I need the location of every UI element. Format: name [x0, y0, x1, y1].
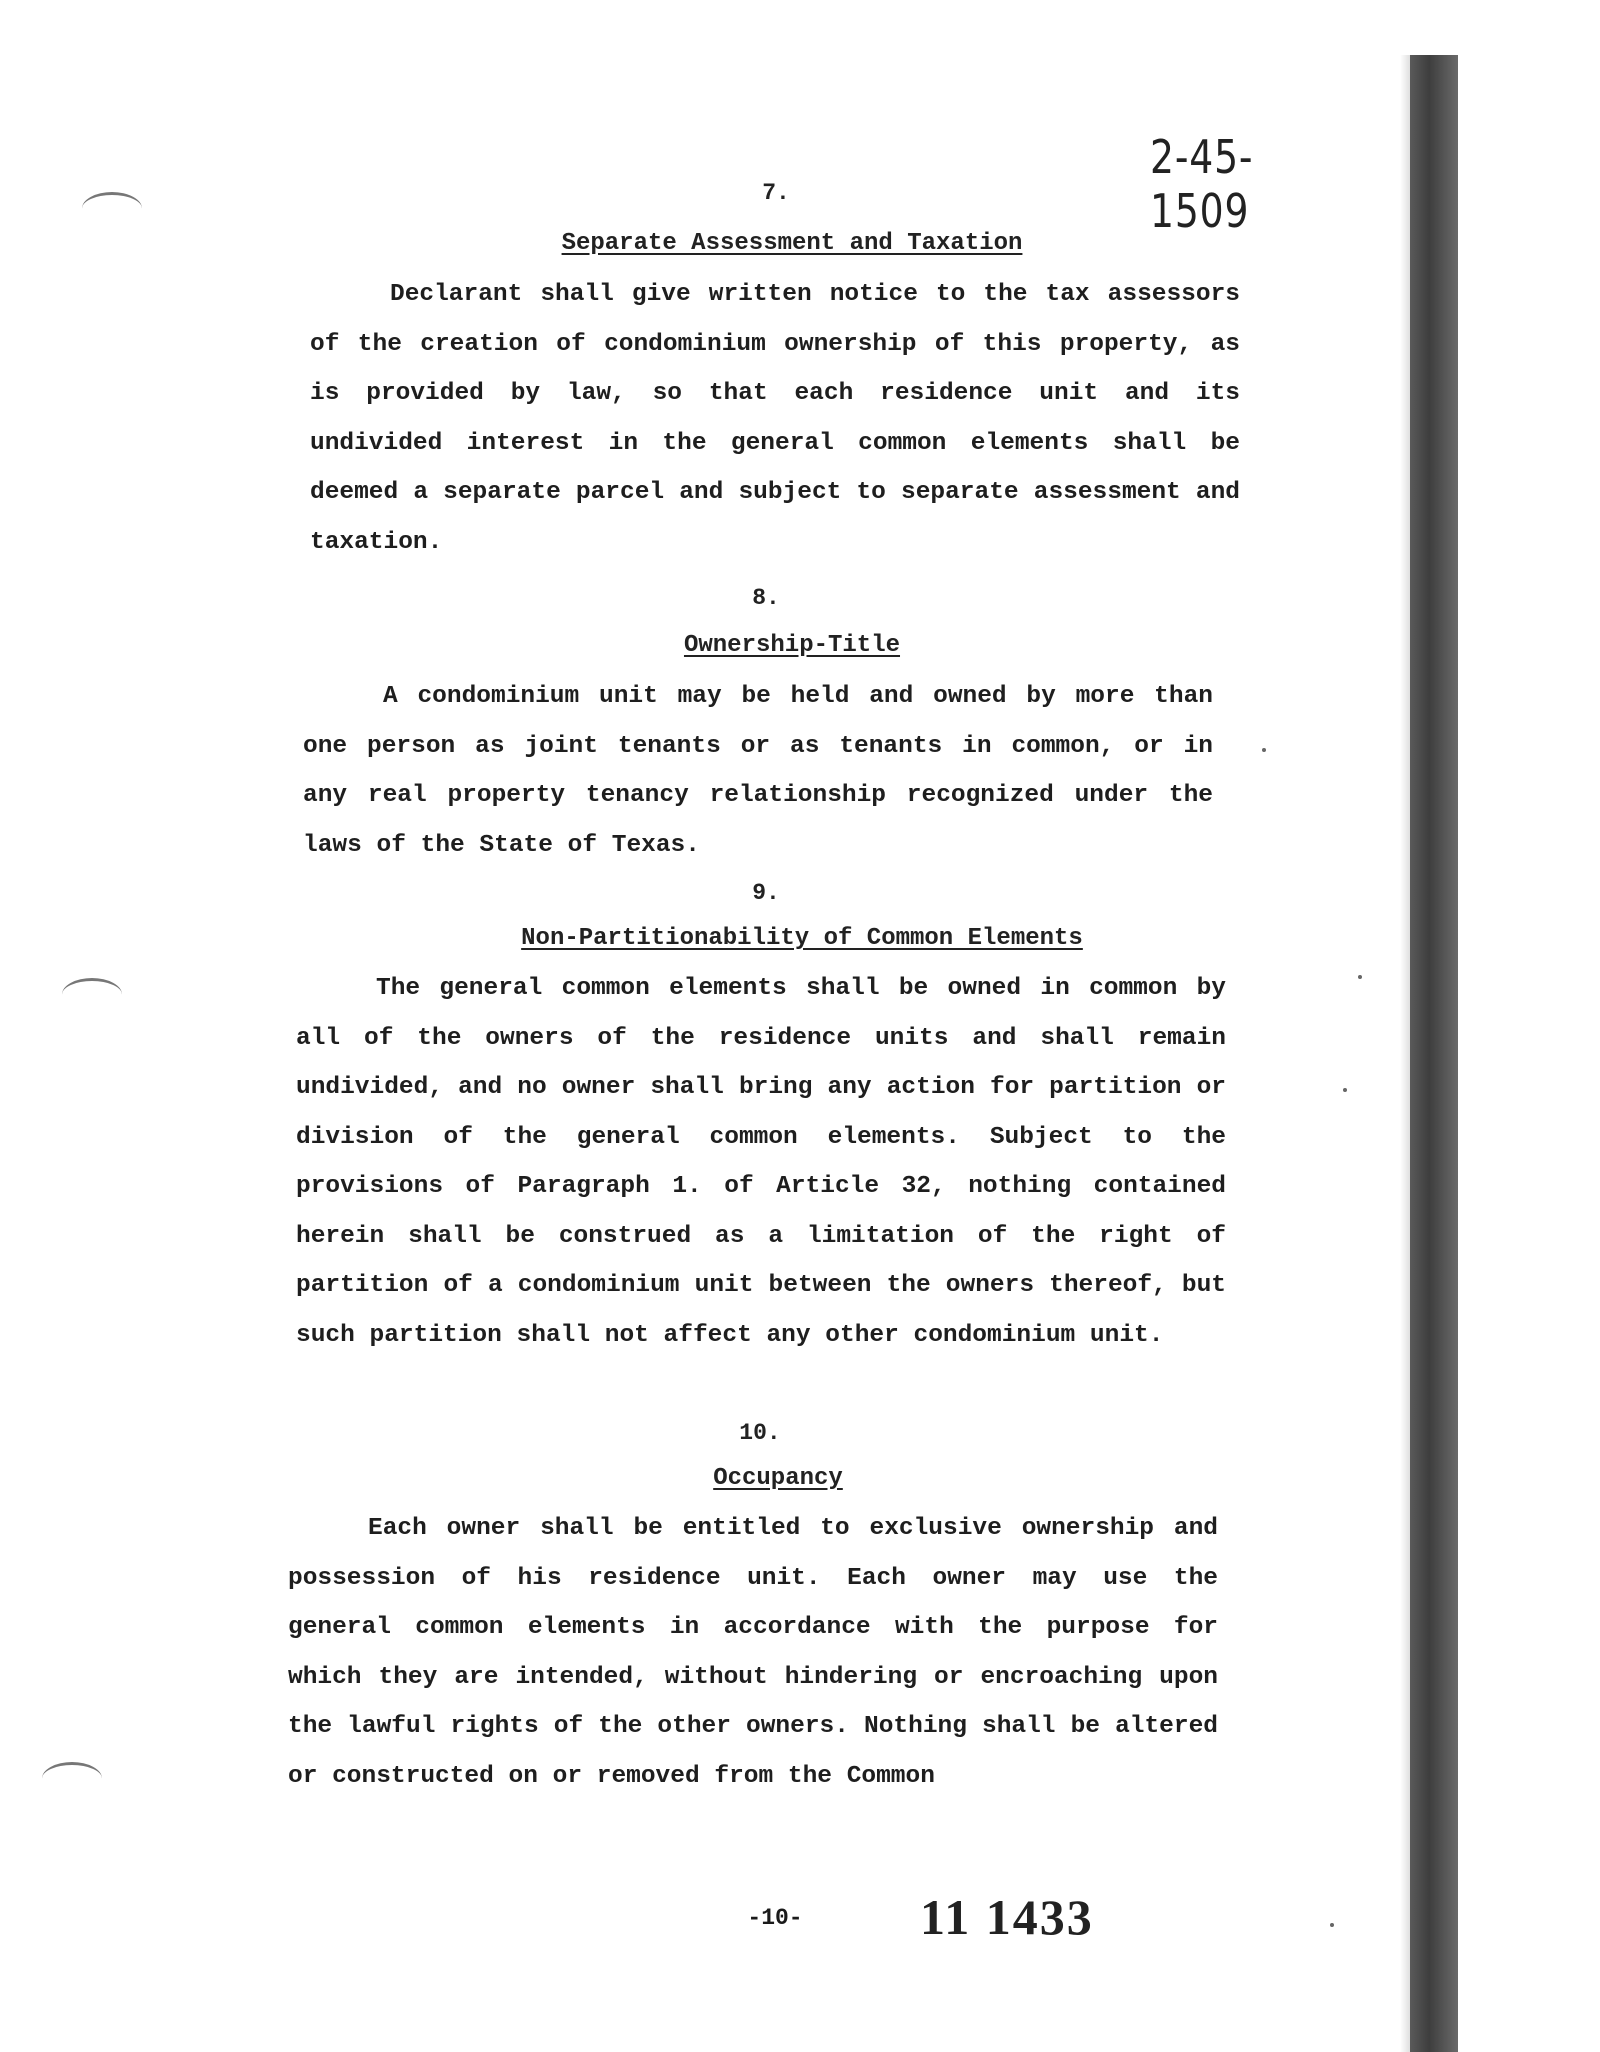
section-7-title: Separate Assessment and Taxation: [561, 230, 1023, 257]
section-9-title: Non-Partitionability of Common Elements: [521, 925, 1083, 952]
section-7-number: 7.: [762, 180, 790, 206]
scan-edge-bar: [1410, 55, 1458, 2052]
scan-speck: [1343, 1088, 1347, 1092]
section-10-number: 10.: [739, 1420, 781, 1446]
margin-hole-mark: [82, 192, 142, 225]
margin-hole-mark: [62, 978, 122, 1011]
section-9-body: The general common elements shall be owned in common by all of the owners of the residence units and shall remain undivided, and no owner shall bring any action for partition or division of the general common elements. Subject to the provisions of Paragraph 1. of Article 32, nothing contained herein shall be construed as a limitation of the right of partition of a condominium unit between the owners thereof, but such partition shall not affect any other condominium unit.: [296, 975, 1226, 1349]
section-8-title: Ownership-Title: [683, 632, 901, 659]
section-8-number: 8.: [752, 585, 780, 611]
handwritten-document-number: 2-45-1509: [1150, 130, 1254, 238]
section-10-body: Each owner shall be entitled to exclusive ownership and possession of his residence unit. Each owner may use the general common elements in accordance with the purpose for which they are intended, without hindering or encroaching upon the lawful rights of the other owners. Nothing shall be altered or constructed on or removed from the Common: [288, 1515, 1218, 1790]
section-8-body: A condominium unit may be held and owned by more than one person as joint tenants or as tenants in common, or in any real property tenancy relationship recognized under the laws of the State of Texas.: [303, 683, 1213, 859]
margin-hole-mark: [42, 1762, 102, 1795]
section-9-number: 9.: [752, 880, 780, 906]
section-10-title: Occupancy: [713, 1465, 843, 1492]
section-7-body: Declarant shall give written notice to the tax assessors of the creation of condominium ownership of this property, as is provided by law, so that each residence unit and its undivided interest in the general common elements shall be deemed a separate parcel and subject to separate assessment and taxation.: [310, 281, 1240, 556]
page-number: -10-: [747, 1905, 803, 1931]
stamped-record-number: 11 1433: [920, 1889, 1094, 1945]
scan-speck: [1262, 748, 1266, 752]
scan-speck: [1358, 975, 1362, 979]
scan-speck: [1330, 1923, 1334, 1927]
